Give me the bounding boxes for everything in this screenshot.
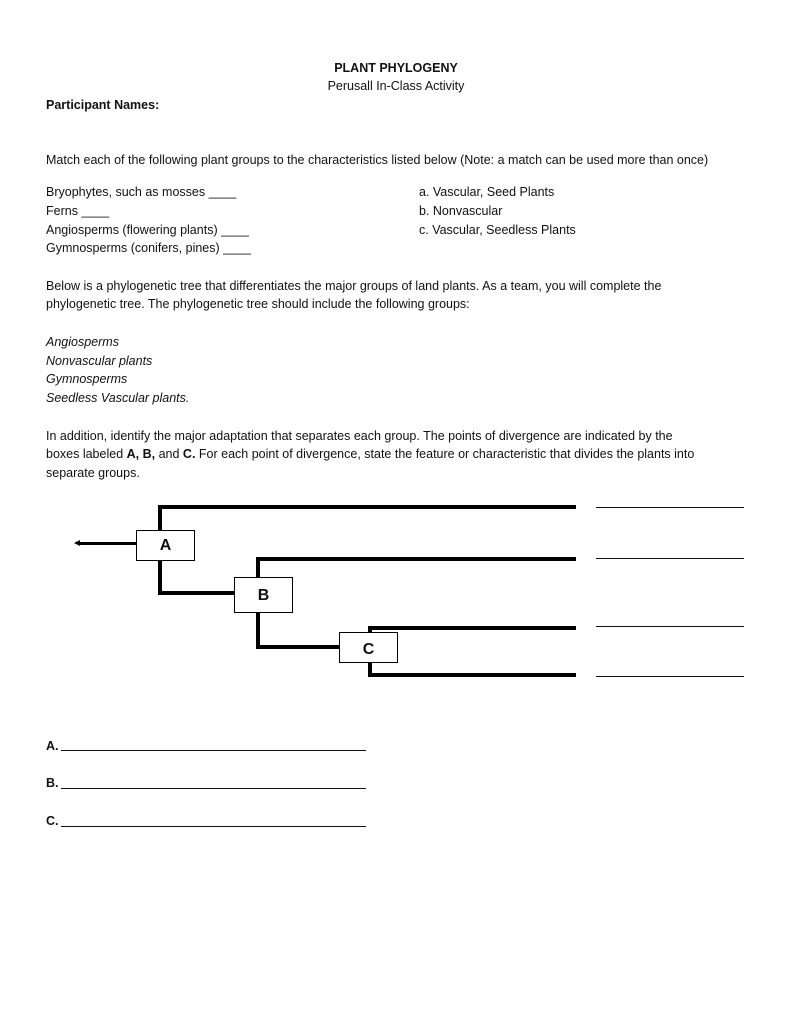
tree-root-tip xyxy=(74,540,80,546)
plant-group-item: Angiosperms (flowering plants) ____ xyxy=(46,223,249,237)
answer-line-c[interactable] xyxy=(61,826,366,827)
tip-answer-line-2[interactable] xyxy=(596,558,744,559)
tree-group-item: Nonvascular plants xyxy=(46,354,153,368)
characteristic-item: a. Vascular, Seed Plants xyxy=(419,185,555,199)
answer-line-a[interactable] xyxy=(61,750,366,751)
answer-line-b[interactable] xyxy=(61,788,366,789)
plant-group-item: Ferns ____ xyxy=(46,204,110,218)
plant-group-item: Bryophytes, such as mosses ____ xyxy=(46,185,237,199)
tip-answer-line-3[interactable] xyxy=(596,626,744,627)
divergence-box-a: A xyxy=(136,530,195,561)
tree-branch-top xyxy=(158,505,576,509)
divergence-box-c: C xyxy=(339,632,398,663)
divergence-line-2 xyxy=(46,447,694,461)
tree-branch-second xyxy=(256,557,576,561)
divergence-text: For each point of divergence, state the feature or characteristic that divides the plants into xyxy=(195,447,695,461)
page-subtitle: Perusall In-Class Activity xyxy=(327,79,465,93)
divergence-line-3: separate groups. xyxy=(46,466,140,480)
answer-label-a: A. xyxy=(46,739,59,753)
divergence-text: boxes labeled xyxy=(46,447,127,461)
tree-group-item: Angiosperms xyxy=(46,335,119,349)
divergence-text: and xyxy=(155,447,183,461)
tip-answer-line-4[interactable] xyxy=(596,676,744,677)
tree-intro-line-1: Below is a phylogenetic tree that differentiates the major groups of land plants. As a team, you will complete the xyxy=(46,279,662,293)
tip-answer-line-1[interactable] xyxy=(596,507,744,508)
matching-instructions: Match each of the following plant groups to the characteristics listed below (Note: a match can be used more than once) xyxy=(46,153,709,167)
tree-branch-third xyxy=(368,626,576,630)
page-title: PLANT PHYLOGENY xyxy=(334,61,458,75)
divergence-box-b: B xyxy=(234,577,293,613)
tree-intro-line-2: phylogenetic tree. The phylogenetic tree should include the following groups: xyxy=(46,297,470,311)
participant-names-label: Participant Names: xyxy=(46,98,160,112)
divergence-bold-c: C. xyxy=(182,447,196,461)
answer-label-c: C. xyxy=(46,814,59,828)
characteristic-item: b. Nonvascular xyxy=(419,204,503,218)
plant-group-item: Gymnosperms (conifers, pines) ____ xyxy=(46,241,251,255)
answer-label-b: B. xyxy=(46,776,59,790)
tree-group-item: Seedless Vascular plants. xyxy=(46,391,190,405)
tree-group-item: Gymnosperms xyxy=(46,372,128,386)
divergence-bold-ab: A, B, xyxy=(126,447,156,461)
divergence-line-1: In addition, identify the major adaptation that separates each group. The points of divergence are indicated by the xyxy=(46,429,673,443)
characteristic-item: c. Vascular, Seedless Plants xyxy=(419,223,576,237)
tree-branch-bottom xyxy=(368,673,576,677)
